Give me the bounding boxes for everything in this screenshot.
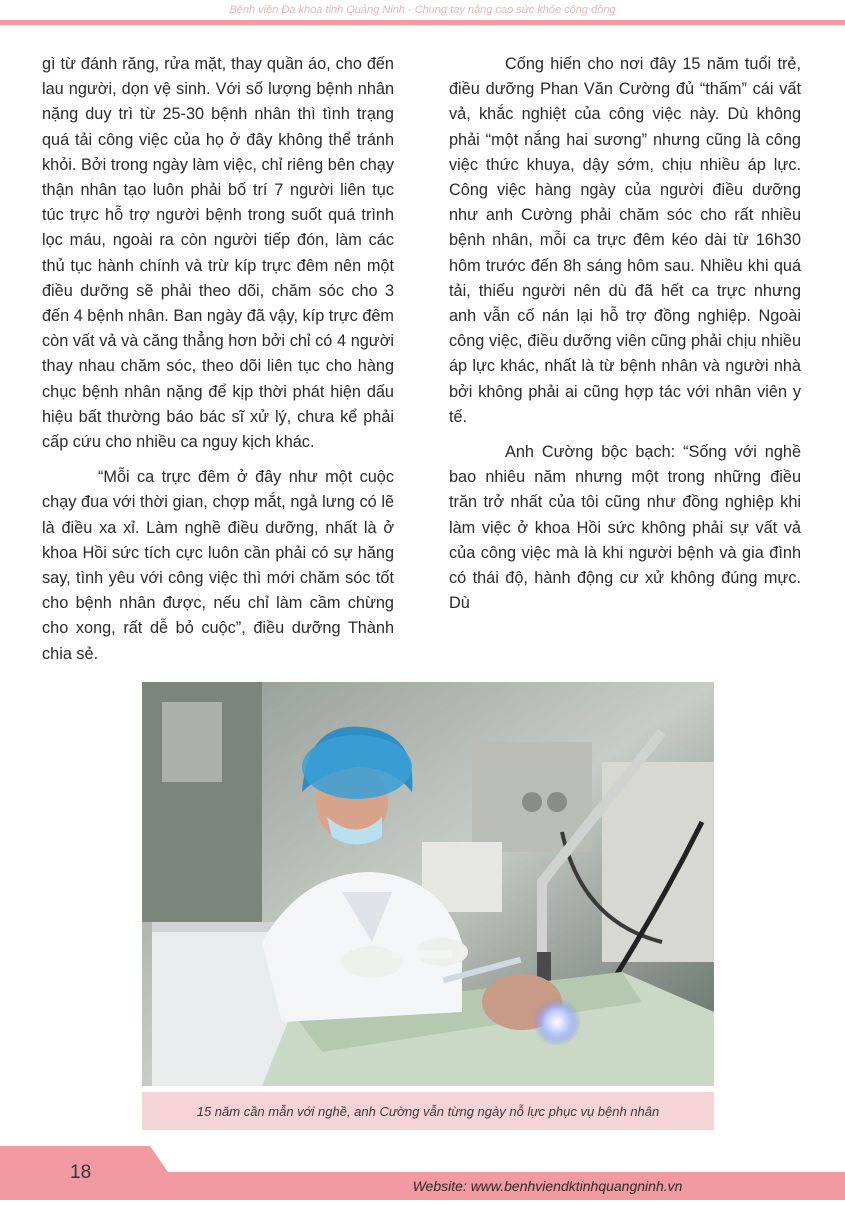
header-rule bbox=[0, 20, 845, 25]
right-column bbox=[449, 52, 801, 626]
photo-caption-box bbox=[142, 1092, 714, 1130]
left-paragraph-2: “Mỗi ca trực đêm ở đây như một cuộc chạy đua với thời gian, chợp mắt, ngả lưng có lẽ là điều xa xỉ. Làm nghề điều dưỡng, nhất là ở khoa Hồi sức tích cực luôn cần phải có sự hăng say, tình yêu với công việc thì mới chăm sóc tốt cho bệnh nhân được, nếu chỉ làm cầm chừng cho xong, rất dễ bỏ cuộc”, điều dưỡng Thành chia sẻ. bbox=[42, 468, 394, 663]
right-paragraph-2: Anh Cường bộc bạch: “Sống với nghề bao nhiêu năm nhưng một trong những điều trăn trở nhất của tôi cũng như đồng nghiệp khi làm việc ở khoa Hồi sức không phải sự vất vả của công việc mà là khi người bệnh và gia đình có thái độ, hành động cư xử không đúng mực. Dù bbox=[449, 443, 801, 613]
photo-nurse-caring-for-patient bbox=[142, 682, 714, 1086]
left-paragraph-1: gì từ đánh răng, rửa mặt, thay quần áo, cho đến lau người, dọn vệ sinh. Với số lượng bệnh nhân nặng duy trì từ 25-30 bệnh nhân thì tình trạng quá tải công việc của họ ở đây không thể tránh khỏi. Bởi trong ngày làm việc, chỉ riêng bên chạy thận nhân tạo luôn phải bố trí 7 người liên tục túc trực hỗ trợ người bệnh trong suốt quá trình lọc máu, ngoài ra còn người tiếp đón, làm các thủ tục hành chính và trừ kíp trực đêm nên một điều dưỡng sẽ phải theo dõi, chăm sóc cho 3 đến 4 bệnh nhân. Ban ngày đã vậy, kíp trực đêm còn vất vả và căng thẳng hơn bởi chỉ có 4 người thay nhau chăm sóc, theo dõi liên tục cho hàng chục bệnh nhân nặng để kịp thời phát hiện dấu hiệu bất thường báo bác sĩ xử lý, chưa kể phải cấp cứu cho nhiều ca nguy kịch khác. bbox=[42, 55, 394, 452]
running-header: Bệnh viện Đa khoa tỉnh Quảng Ninh - Chung tay nâng cao sức khỏe cộng đồng bbox=[229, 4, 616, 16]
photo-caption: 15 năm cần mẫn với nghề, anh Cường vẫn từng ngày nỗ lực phục vụ bệnh nhân bbox=[196, 1103, 660, 1119]
left-column bbox=[42, 52, 394, 677]
right-paragraph-1: Cống hiến cho nơi đây 15 năm tuổi trẻ, điều dưỡng Phan Văn Cường đủ “thấm” cái vất vả, khắc nghiệt của công việc này. Dù không phải “một nắng hai sương” nhưng cũng là công việc thức khuya, dậy sớm, chịu nhiều áp lực. Công việc hàng ngày của người điều dưỡng như anh Cường phải chăm sóc cho rất nhiều bệnh nhân, mỗi ca trực đêm kéo dài từ 16h30 hôm trước đến 8h sáng hôm sau. Nhiều khi quá tải, thiếu người nên dù đã hết ca trực nhưng anh vẫn cố nán lại hỗ trợ đồng nghiệp. Ngoài công việc, điều dưỡng viên cũng phải chịu nhiều áp lực khác, nhất là từ bệnh nhân và người nhà bởi không phải ai cũng hợp tác với nhân viên y tế. bbox=[449, 55, 801, 426]
page-number: 18 bbox=[70, 1162, 92, 1183]
footer-website: Website: www.benhviendktinhquangninh.vn bbox=[412, 1178, 683, 1194]
article-photo bbox=[142, 682, 714, 1086]
